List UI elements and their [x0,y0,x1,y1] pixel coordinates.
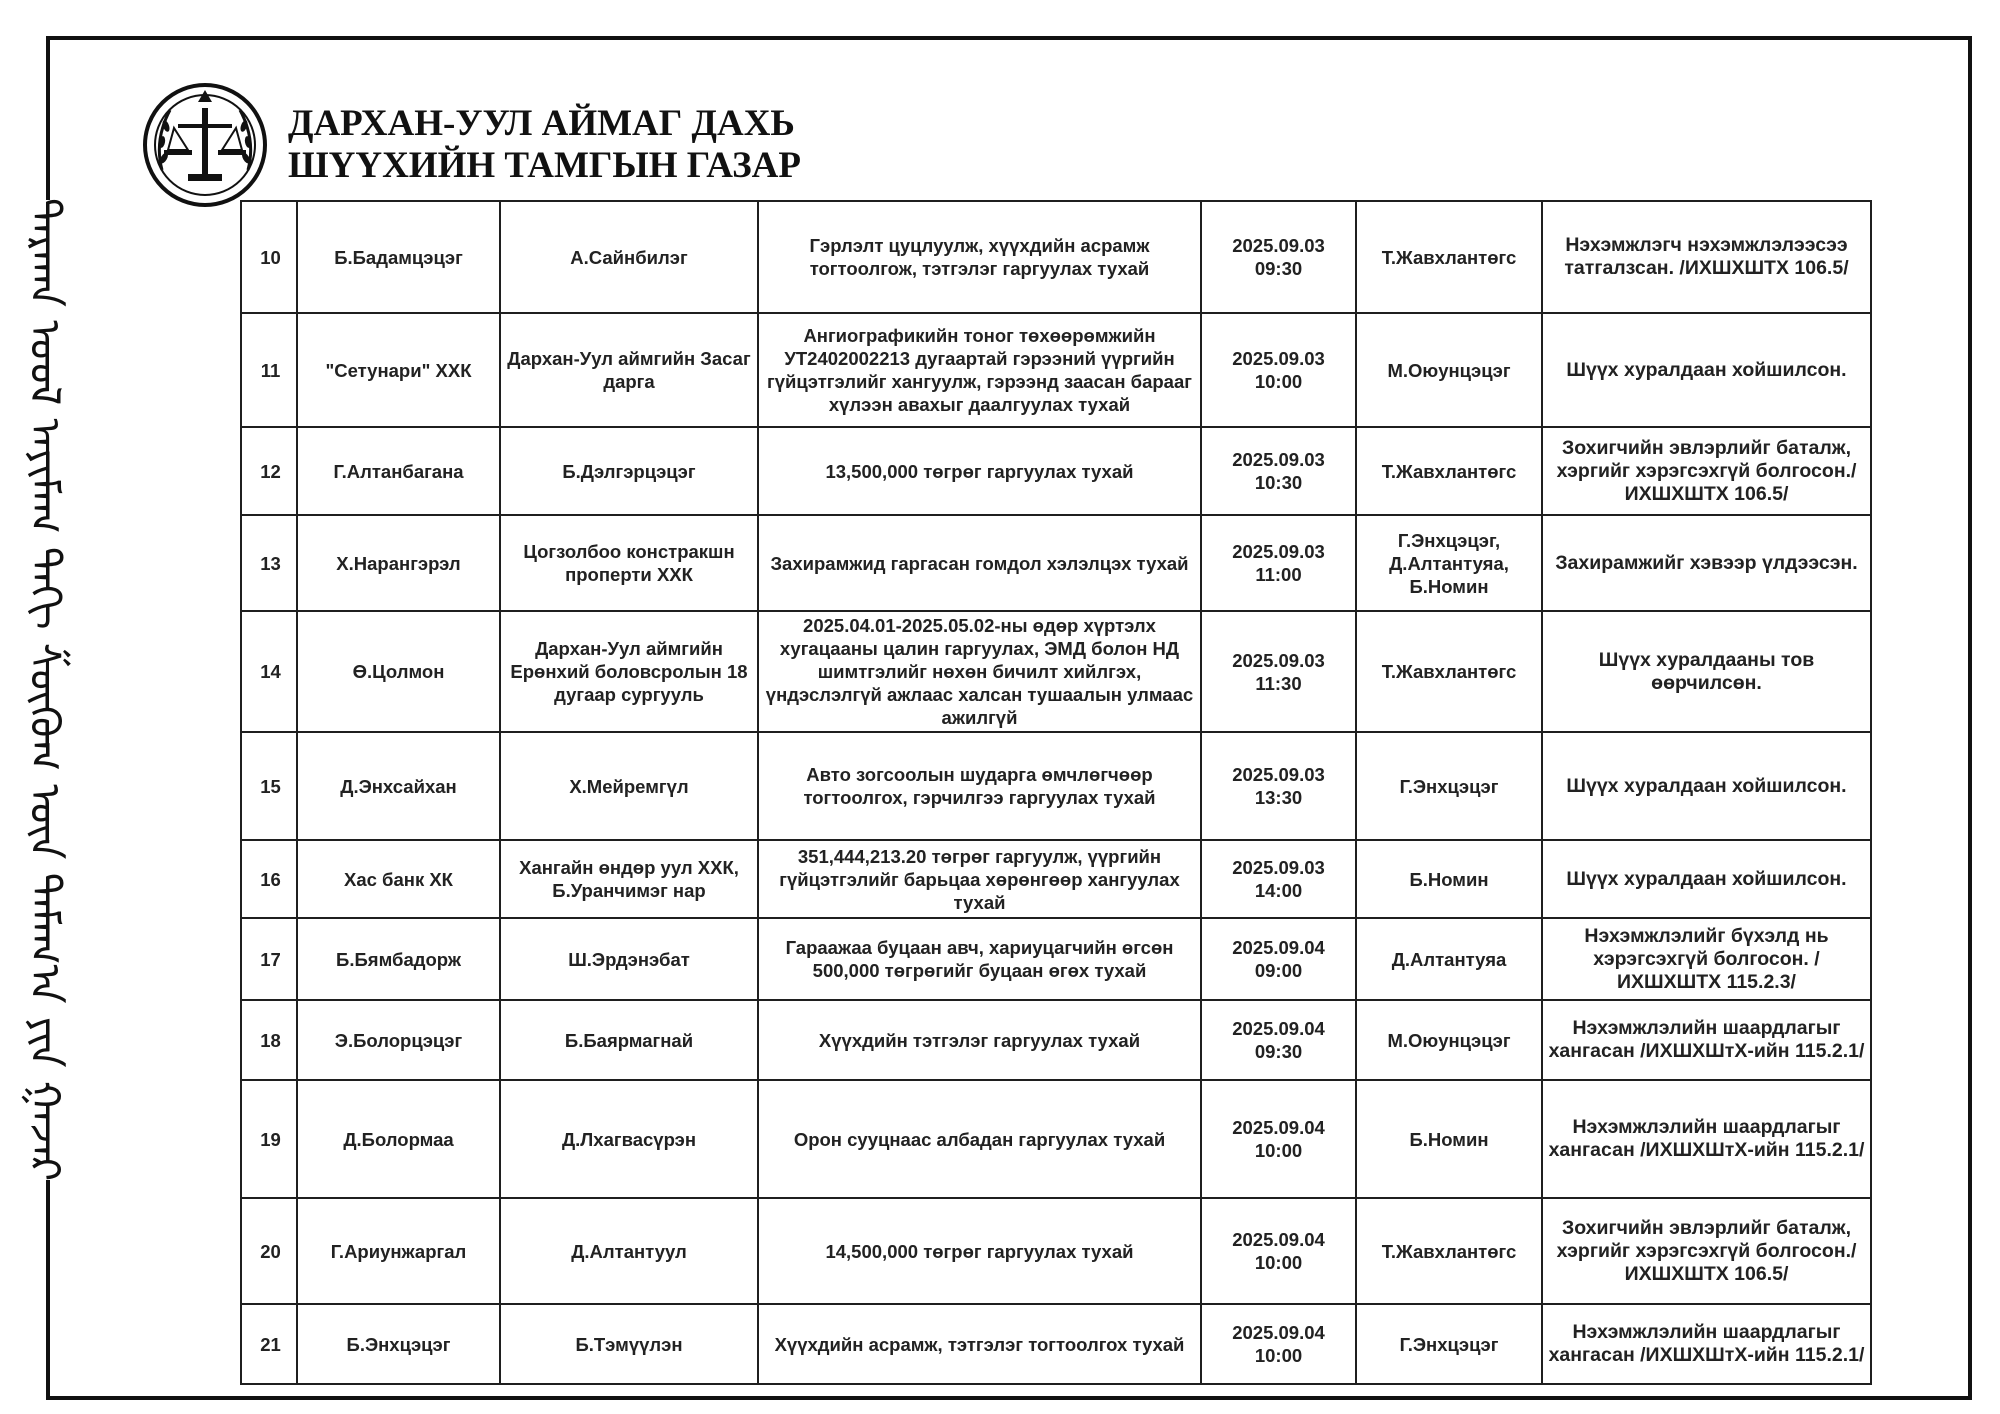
case-number-text: 18 [260,1029,281,1051]
judge-text: Т.Жавхлантөгс [1381,246,1517,268]
judge-text: Б.Номин [1409,1128,1489,1150]
hearing-result-text: Нэхэмжлэлийн шаардлагыг хангасан /ИХШХШтХ-ийн 115.2.1/ [1548,1321,1865,1366]
defendant-cell [500,515,758,611]
judge-cell [1356,918,1542,1000]
hearing-date: 2025.09.04 [1232,1018,1325,1039]
hearing-time: 14:00 [1254,880,1303,901]
hearing-result-text: Шүүх хуралдааны тов өөрчилсөн. [1598,648,1815,694]
plaintiff-text: Д.Энхсайхан [340,775,457,797]
case-number-cell [241,427,297,515]
hearing-time: 10:00 [1254,1345,1303,1366]
case-number-text: 14 [260,661,281,682]
case-number-cell [241,1000,297,1080]
case-number-cell [241,1304,297,1384]
plaintiff-cell [297,1198,500,1304]
case-number-text: 20 [260,1240,281,1262]
title-line-1: ДАРХАН-УУЛ АЙМАГ ДАХЬ [288,103,795,144]
defendant-cell [500,427,758,515]
plaintiff-cell [297,1000,500,1080]
hearing-result-cell [1542,732,1871,840]
defendant-cell [500,1198,758,1304]
case-number-cell [241,313,297,427]
hearing-result-text: Зохигчийн эвлэрлийг баталж, хэргийг хэрэгсэхгүй болгосон./ИХШХШТХ 106.5/ [1556,436,1857,505]
defendant-cell [500,611,758,732]
plaintiff-text: Хас банк ХК [344,868,453,890]
hearing-result-text: Шүүх хуралдаан хойшилсон. [1566,358,1847,381]
claim-description-cell [758,313,1201,427]
hearing-result-text: Шүүх хуралдаан хойшилсон. [1566,774,1847,797]
hearing-date: 2025.09.03 [1232,541,1325,562]
claim-description-cell [758,427,1201,515]
scales-of-justice-icon [140,80,270,210]
defendant-text: Дархан-Уул аймгийн Ерөнхий боловсролын 18 дугаар сургууль [510,638,748,705]
defendant-cell [500,1304,758,1384]
hearing-datetime-cell [1201,918,1356,1000]
case-number-cell [241,1198,297,1304]
case-number-text: 11 [260,359,281,381]
hearing-time: 11:30 [1255,672,1302,694]
judge-text: Г.Энхцэцэг [1399,775,1499,797]
defendant-text: Ш.Эрдэнэбат [568,948,690,970]
claim-description-text: 2025.04.01-2025.05.02-ны өдөр хүртэлх хугацааны цалин гаргуулах, ЭМД болон НД шимтгэлийг нөхөн бичилт хийлгэх, үндэслэлгүй ажлаас халсан тушаалын улмаас ажилгүй [765,615,1194,728]
judge-text: Т.Жавхлантөгс [1381,661,1517,682]
plaintiff-cell [297,1304,500,1384]
judge-text: Г.Энхцэцэг [1399,1333,1499,1355]
hearing-time: 10:00 [1254,1140,1303,1161]
claim-description-cell [758,840,1201,918]
defendant-cell [500,918,758,1000]
claim-description-cell [758,732,1201,840]
hearing-datetime-cell [1201,840,1356,918]
table-row [241,201,1871,313]
hearing-time: 10:00 [1254,371,1303,392]
case-number-cell [241,611,297,732]
hearing-date: 2025.09.03 [1232,449,1325,470]
case-number-cell [241,840,297,918]
hearing-datetime-cell [1201,515,1356,611]
claim-description-text: 14,500,000 төгрөг гаргуулах тухай [825,1240,1134,1262]
hearing-time: 09:00 [1254,960,1303,981]
judge-text: Г.Энхцэцэг, Д.Алтантуяа, Б.Номин [1389,529,1509,597]
judge-text: Б.Номин [1409,868,1489,890]
hearing-result-text: Шүүх хуралдаан хойшилсон. [1566,867,1847,890]
claim-description-cell [758,1198,1201,1304]
hearing-datetime-cell [1201,1000,1356,1080]
hearing-date: 2025.09.04 [1232,1229,1325,1250]
defendant-text: Д.Алтантуул [571,1240,687,1262]
plaintiff-cell [297,611,500,732]
hearing-result-cell [1542,1000,1871,1080]
hearing-result-cell [1542,313,1871,427]
defendant-cell [500,840,758,918]
plaintiff-cell [297,427,500,515]
table-row [241,732,1871,840]
defendant-text: Хангайн өндөр уул ХХК, Б.Уранчимэг нар [519,857,739,901]
hearing-datetime-cell [1201,611,1356,732]
case-number-cell [241,201,297,313]
hearing-result-cell [1542,918,1871,1000]
claim-description-text: Гэрлэлт цуцлуулж, хүүхдийн асрамж тогтоолгож, тэтгэлэг гаргуулах тухай [809,235,1150,279]
hearing-result-cell [1542,1080,1871,1198]
hearing-datetime-cell [1201,1198,1356,1304]
hearing-datetime-cell [1201,1080,1356,1198]
defendant-text: Дархан-Уул аймгийн Засаг дарга [507,348,751,392]
hearing-time: 10:00 [1254,1252,1303,1273]
claim-description-cell [758,1080,1201,1198]
judge-text: Т.Жавхлантөгс [1381,460,1517,482]
claim-description-text: Хүүхдийн асрамж, тэтгэлэг тогтоолгох тухай [774,1333,1185,1355]
hearing-datetime-cell [1201,313,1356,427]
judge-text: Д.Алтантуяа [1391,948,1507,970]
hearing-result-text: Зохигчийн эвлэрлийг баталж, хэргийг хэрэгсэхгүй болгосон./ИХШХШТХ 106.5/ [1556,1216,1857,1285]
hearing-time: 09:30 [1254,258,1303,279]
hearing-time: 11:00 [1255,564,1302,585]
judge-cell [1356,840,1542,918]
plaintiff-text: Д.Болормаа [343,1128,454,1150]
case-number-text: 17 [260,948,281,970]
table-row [241,1198,1871,1304]
hearing-date: 2025.09.04 [1232,1322,1325,1343]
hearing-datetime-cell [1201,201,1356,313]
plaintiff-text: Ө.Цолмон [352,661,445,682]
table-row [241,611,1871,732]
table-row [241,313,1871,427]
hearing-date: 2025.09.03 [1232,857,1325,878]
hearing-result-cell [1542,1198,1871,1304]
claim-description-text: Ангиографикийн тоног төхөөрөмжийн УТ2402002213 дугаартай гэрээний үүргийн гүйцэтгэлийг хангуулж, гэрээнд заасан барааг хүлээн авахыг даалгуулах тухай [767,325,1192,415]
mongolian-script-side-label [14,200,76,1180]
hearing-date: 2025.09.03 [1232,649,1325,671]
case-number-text: 15 [260,775,281,797]
case-number-cell [241,918,297,1000]
defendant-cell [500,313,758,427]
defendant-text: Х.Мейремгүл [569,775,689,797]
plaintiff-cell [297,918,500,1000]
hearing-result-cell [1542,1304,1871,1384]
claim-description-cell [758,515,1201,611]
hearing-result-cell [1542,201,1871,313]
hearing-date: 2025.09.04 [1232,937,1325,958]
table-row [241,918,1871,1000]
judge-cell [1356,201,1542,313]
table-row [241,1080,1871,1198]
judge-cell [1356,1080,1542,1198]
judge-cell [1356,1000,1542,1080]
table-row [241,1000,1871,1080]
plaintiff-cell [297,732,500,840]
hearing-result-text: Нэхэмжлэгч нэхэмжлэлээсээ татгалзсан. /ИХШХШТХ 106.5/ [1564,234,1849,279]
plaintiff-cell [297,313,500,427]
hearing-date: 2025.09.03 [1232,235,1325,256]
title-line-2: ШҮҮХИЙН ТАМГЫН ГАЗАР [288,145,801,186]
judge-text: М.Оюунцэцэг [1387,1029,1511,1051]
table-row [241,840,1871,918]
judge-cell [1356,427,1542,515]
case-number-text: 19 [260,1128,281,1150]
plaintiff-text: Б.Энхцэцэг [346,1333,451,1355]
defendant-text: Д.Лхагвасүрэн [561,1128,697,1150]
plaintiff-text: Э.Болорцэцэг [334,1029,463,1051]
hearing-result-cell [1542,611,1871,732]
claim-description-cell [758,1304,1201,1384]
plaintiff-cell [297,201,500,313]
plaintiff-cell [297,1080,500,1198]
plaintiff-cell [297,840,500,918]
defendant-text: Б.Дэлгэрцэцэг [562,460,696,482]
hearing-result-text: Нэхэмжлэлийн шаардлагыг хангасан /ИХШХШтХ-ийн 115.2.1/ [1548,1017,1865,1062]
judge-cell [1356,515,1542,611]
claim-description-text: Захирамжид гаргасан гомдол хэлэлцэх тухай [770,552,1189,574]
hearing-result-text: Нэхэмжлэлийн шаардлагыг хангасан /ИХШХШтХ-ийн 115.2.1/ [1548,1116,1865,1161]
claim-description-text: Хүүхдийн тэтгэлэг гаргуулах тухай [818,1029,1141,1051]
judge-cell [1356,611,1542,732]
hearing-date: 2025.09.03 [1232,348,1325,369]
hearing-datetime-cell [1201,427,1356,515]
court-cases-table [240,200,1872,1385]
claim-description-cell [758,201,1201,313]
case-number-cell [241,515,297,611]
judge-cell [1356,1304,1542,1384]
defendant-cell [500,201,758,313]
case-number-text: 21 [260,1333,281,1355]
plaintiff-text: "Сетунари" ХХК [325,359,472,381]
claim-description-text: 351,444,213.20 төгрөг гаргуулж, үүргийн гүйцэтгэлийг барьцаа хөрөнгөөр хангуулах тухай [779,845,1180,913]
judge-text: Т.Жавхлантөгс [1381,1240,1517,1262]
defendant-cell [500,732,758,840]
claim-description-cell [758,918,1201,1000]
hearing-result-text: Захирамжийг хэвээр үлдээсэн. [1555,551,1858,574]
case-number-text: 10 [260,246,281,268]
table-row [241,515,1871,611]
plaintiff-text: Г.Алтанбагана [333,460,464,482]
hearing-time: 13:30 [1254,787,1303,808]
hearing-time: 10:30 [1254,472,1303,493]
defendant-text: Б.Баярмагнай [564,1029,694,1051]
side-text: ᠳᠠᠷᠬᠠᠨ ᠤᠤᠯ ᠠᠶᠢᠮᠠᠭ ᠲᠠᠬᠢ ᠱᠦᠭᠦᠬ ᠦᠨ ᠲᠠᠮᠠᠭ᠎ᠠ ᠶᠢᠨ ᠭᠠᠵᠠᠷ [20,198,70,1182]
hearing-time: 09:30 [1254,1041,1303,1062]
organization-title [288,103,801,187]
case-number-text: 16 [260,868,281,890]
document-header [140,80,801,210]
hearing-result-text: Нэхэмжлэлийг бүхэлд нь хэрэгсэхгүй болгосон. /ИХШХШТХ 115.2.3/ [1584,924,1829,993]
hearing-date: 2025.09.04 [1232,1117,1325,1138]
table-row [241,1304,1871,1384]
judge-cell [1356,732,1542,840]
claim-description-text: Авто зогсоолын шударга өмчлөгчөөр тогтоолгох, гэрчилгээ гаргуулах тухай [803,764,1156,808]
plaintiff-text: Б.Бадамцэцэг [334,246,463,268]
defendant-text: Цогзолбоо констракшн проперти ХХК [523,541,735,585]
judge-text: М.Оюунцэцэг [1387,359,1511,381]
hearing-result-cell [1542,840,1871,918]
plaintiff-text: Г.Ариунжаргал [330,1240,467,1262]
hearing-result-cell [1542,515,1871,611]
plaintiff-text: Б.Бямбадорж [336,948,461,970]
claim-description-text: Гараажаа буцаан авч, хариуцагчийн өгсөн 500,000 төгрөгийг буцаан өгөх тухай [785,937,1174,981]
defendant-text: А.Сайнбилэг [570,246,688,268]
hearing-date: 2025.09.03 [1232,764,1325,785]
judge-cell [1356,313,1542,427]
plaintiff-text: Х.Нарангэрэл [336,552,461,574]
defendant-text: Б.Тэмүүлэн [575,1333,683,1355]
defendant-cell [500,1000,758,1080]
case-number-cell [241,732,297,840]
hearing-datetime-cell [1201,732,1356,840]
plaintiff-cell [297,515,500,611]
hearing-datetime-cell [1201,1304,1356,1384]
hearing-result-cell [1542,427,1871,515]
table-row [241,427,1871,515]
claim-description-cell [758,1000,1201,1080]
case-number-text: 12 [260,460,281,482]
case-number-text: 13 [260,552,281,574]
defendant-cell [500,1080,758,1198]
judge-cell [1356,1198,1542,1304]
case-number-cell [241,1080,297,1198]
claim-description-text: Орон сууцнаас албадан гаргуулах тухай [793,1128,1166,1150]
claim-description-text: 13,500,000 төгрөг гаргуулах тухай [825,460,1134,482]
claim-description-cell [758,611,1201,732]
